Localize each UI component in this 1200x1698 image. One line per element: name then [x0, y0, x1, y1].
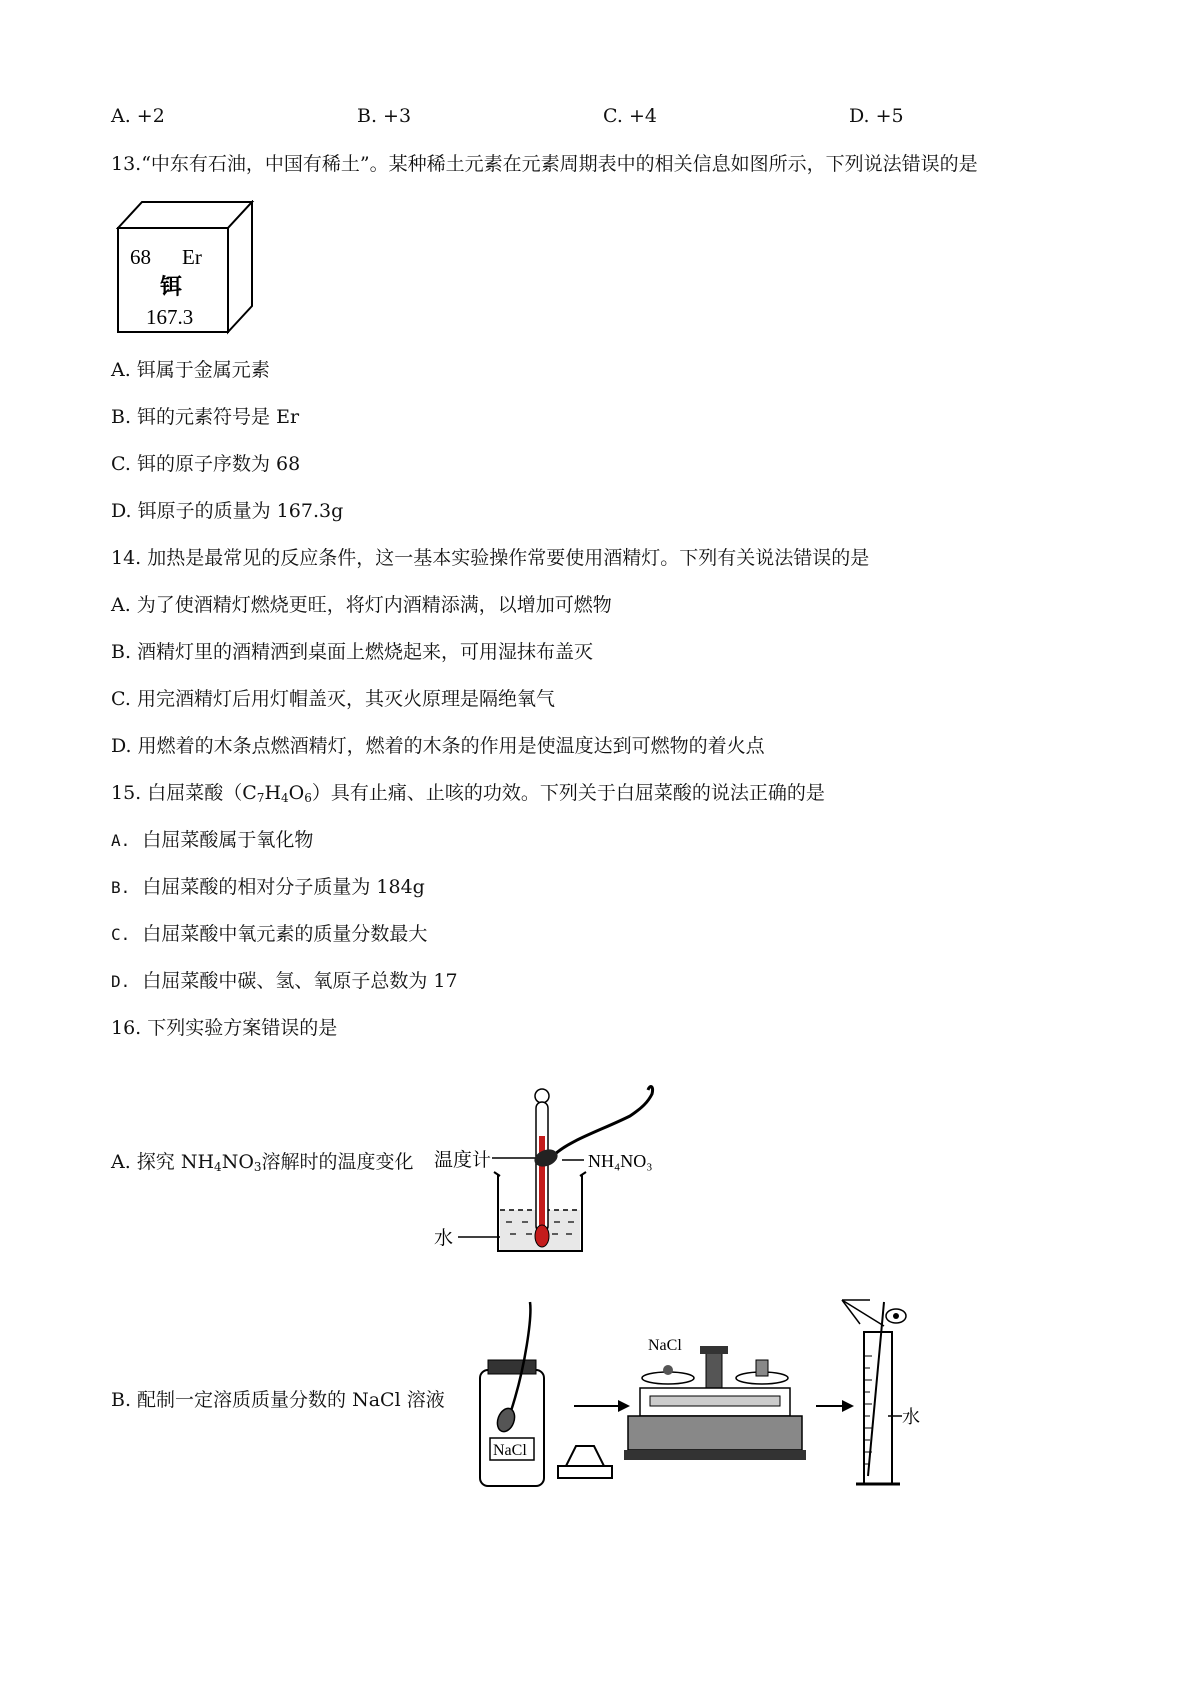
water-label-b: 水 [902, 1407, 920, 1428]
formula-h: H [264, 782, 282, 804]
option-text: 白屈菜酸中碳、氢、氧原子总数为 17 [142, 970, 458, 992]
q14-option-b[interactable]: B. 酒精灯里的酒精洒到桌面上燃烧起来，可用湿抹布盖灭 [111, 641, 594, 663]
q13-option-c[interactable]: C. 铒的原子序数为 68 [111, 453, 301, 475]
q14-option-c[interactable]: C. 用完酒精灯后用灯帽盖灭，其灭火原理是隔绝氧气 [111, 688, 555, 710]
option-text: 白屈菜酸属于氧化物 [142, 829, 314, 851]
q16-stem: 16. 下列实验方案错误的是 [111, 1017, 338, 1039]
q14-option-a[interactable]: A. 为了使酒精灯燃烧更旺，将灯内酒精添满，以增加可燃物 [111, 594, 612, 616]
formula-sub-4: 4 [281, 791, 289, 805]
q12-option-c[interactable]: C. +4 [603, 105, 657, 127]
dissolution-apparatus-figure [430, 1076, 720, 1261]
formula-sub-3: 3 [253, 1160, 262, 1174]
q15-stem-end: ）具有止痛、止咳的功效。下列关于白屈菜酸的说法正确的是 [311, 782, 825, 804]
option-a-end: 溶解时的温度变化 [261, 1151, 414, 1173]
option-letter: A. [111, 831, 131, 850]
q12-option-d[interactable]: D. +5 [849, 105, 904, 127]
formula-sub-4: 4 [214, 1160, 222, 1174]
q13-option-d[interactable]: D. 铒原子的质量为 167.3g [111, 500, 344, 522]
q15-stem [111, 781, 825, 805]
q16-option-a[interactable] [111, 1150, 414, 1174]
element-name: 铒 [160, 275, 183, 300]
option-letter: C. [111, 925, 131, 944]
option-letter: D. [111, 972, 131, 991]
formula-o: O [288, 782, 305, 804]
q13-option-b[interactable]: B. 铒的元素符号是 Er [111, 406, 300, 428]
formula-no: NO [221, 1151, 254, 1173]
q15-option-a[interactable] [111, 828, 313, 853]
jar-label: NaCl [493, 1442, 527, 1459]
option-letter: B. [111, 878, 131, 897]
q15-option-c[interactable] [111, 922, 427, 947]
q12-option-b[interactable]: B. +3 [357, 105, 412, 127]
q14-stem: 14. 加热是最常见的反应条件，这一基本实验操作常要使用酒精灯。下列有关说法错误的是 [111, 547, 870, 569]
reagent-label: NH₄NO₃ [588, 1151, 653, 1171]
solution-preparation-figure [470, 1296, 920, 1494]
q12-option-a[interactable]: A. +2 [111, 105, 165, 127]
q15-stem-start: 15. 白屈菜酸（C [111, 782, 257, 804]
option-text: 白屈菜酸中氧元素的质量分数最大 [142, 923, 428, 945]
element-symbol: Er [182, 245, 202, 269]
q16-option-b[interactable]: B. 配制一定溶质质量分数的 NaCl 溶液 [111, 1389, 445, 1411]
q15-option-b[interactable] [111, 875, 425, 900]
pan-label: NaCl [648, 1337, 682, 1354]
formula-sub-7: 7 [256, 791, 265, 805]
element-cell-diagram [116, 200, 258, 336]
formula-sub-6: 6 [304, 791, 312, 805]
q13-stem: 13.“中东有石油，中国有稀土”。某种稀土元素在元素周期表中的相关信息如图所示，下列说法错误的是 [111, 153, 978, 175]
element-mass: 167.3 [146, 305, 194, 329]
element-atomic-number: 68 [130, 245, 151, 269]
option-a-start: A. 探究 NH [111, 1151, 215, 1173]
q13-option-a[interactable]: A. 铒属于金属元素 [111, 359, 270, 381]
q14-option-d[interactable]: D. 用燃着的木条点燃酒精灯，燃着的木条的作用是使温度达到可燃物的着火点 [111, 735, 765, 757]
thermometer-label: 温度计 [434, 1149, 492, 1171]
water-label-a: 水 [434, 1227, 454, 1249]
q15-option-d[interactable] [111, 969, 458, 994]
option-text: 白屈菜酸的相对分子质量为 184g [142, 876, 425, 898]
